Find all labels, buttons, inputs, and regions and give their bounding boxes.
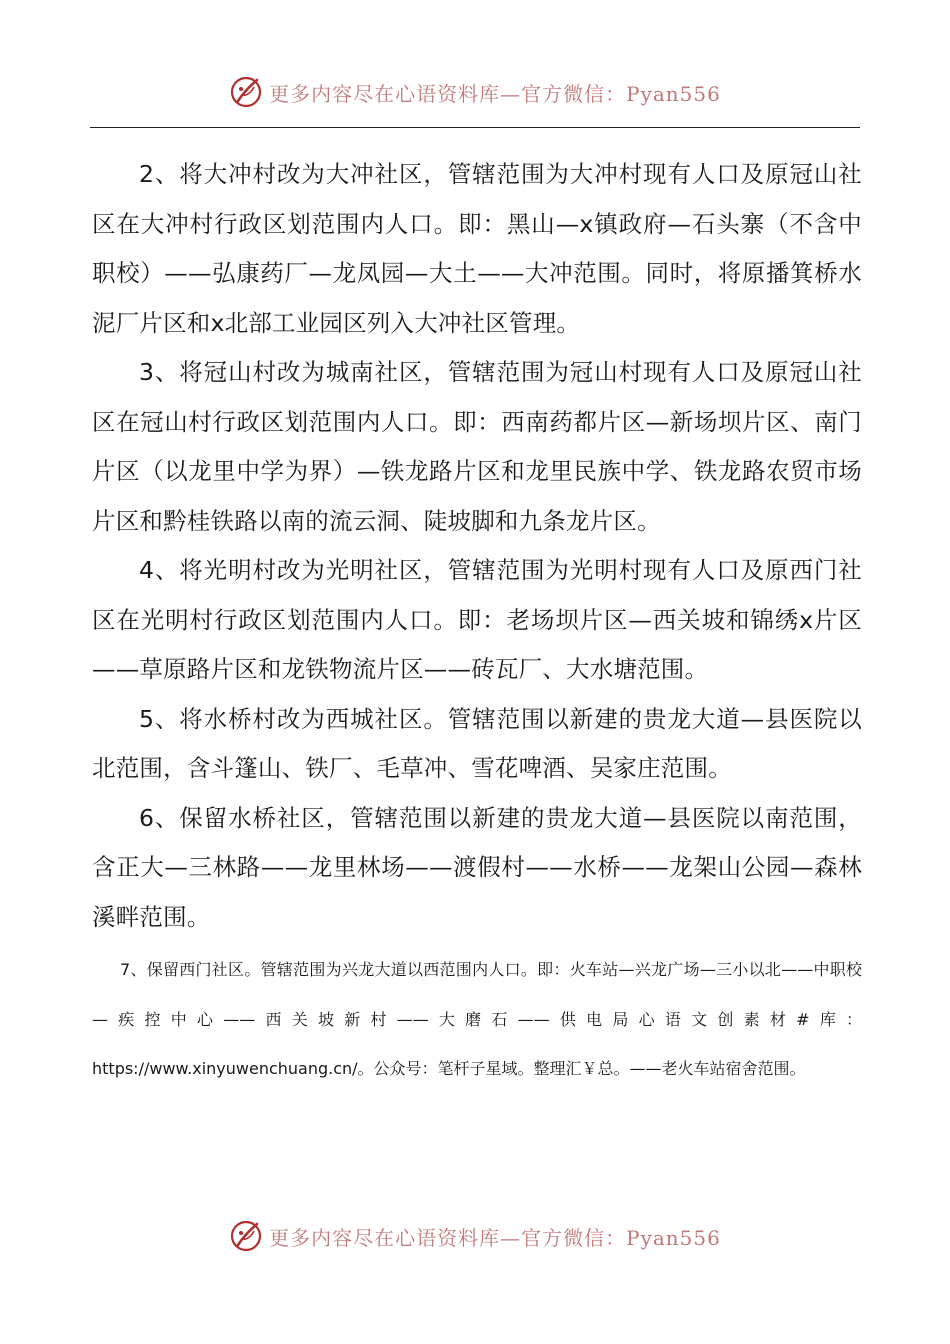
paragraph-5: 5、将水桥村改为西城社区。管辖范围以新建的贵龙大道—县医院以北范围，含斗篷山、铁厂、毛草冲、雪花啤酒、吴家庄范围。	[92, 704, 862, 782]
quill-logo-icon	[229, 1219, 263, 1253]
footer-watermark	[0, 1216, 950, 1256]
paragraph-3: 3、将冠山村改为城南社区，管辖范围为冠山村现有人口及原冠山社区在冠山村行政区划范围内人口。即：西南药都片区—新场坝片区、南门片区（以龙里中学为界）—铁龙路片区和龙里民族中学、铁龙路农贸市场片区和黔桂铁路以南的流云洞、陡坡脚和九条龙片区。	[92, 358, 862, 535]
header-watermark	[0, 72, 950, 112]
paragraph-4: 4、将光明村改为光明社区，管辖范围为光明村现有人口及原西门社区在光明村行政区划范围内人口。即：老场坝片区—西关坡和锦绣x片区——草原路片区和龙铁物流片区——砖瓦厂、大水塘范围。	[92, 556, 862, 683]
document-body	[92, 150, 862, 942]
quill-logo-icon	[229, 75, 263, 109]
header-watermark-text: 更多内容尽在心语资料库—官方微信：Pyan556	[269, 81, 721, 106]
paragraph-2: 2、将大冲村改为大冲社区，管辖范围为大冲村现有人口及原冠山社区在大冲村行政区划范围内人口。即：黑山—x镇政府—石头寨（不含中职校）——弘康药厂—龙凤园—大土——大冲范围。同时，将原播箕桥水泥厂片区和x北部工业园区列入大冲社区管理。	[92, 160, 862, 337]
paragraph-6: 6、保留水桥社区，管辖范围以新建的贵龙大道—县医院以南范围，含正大—三林路——龙里林场——渡假村——水桥——龙架山公园—森林溪畔范围。	[92, 803, 862, 931]
paragraph-7: 7、保留西门社区。管辖范围为兴龙大道以西范围内人口。即：火车站—兴龙广场—三小以北——中职校—疾控中心——西关坡新村——大磨石——供电局心语文创素材#库：https://www.xinyuwenchuang.cn/。公众号：笔杆子星域。整理汇￥总。——老火车站宿舍范围。	[92, 960, 862, 1078]
footer-watermark-text: 更多内容尽在心语资料库—官方微信：Pyan556	[269, 1225, 721, 1250]
header-divider	[90, 127, 860, 128]
